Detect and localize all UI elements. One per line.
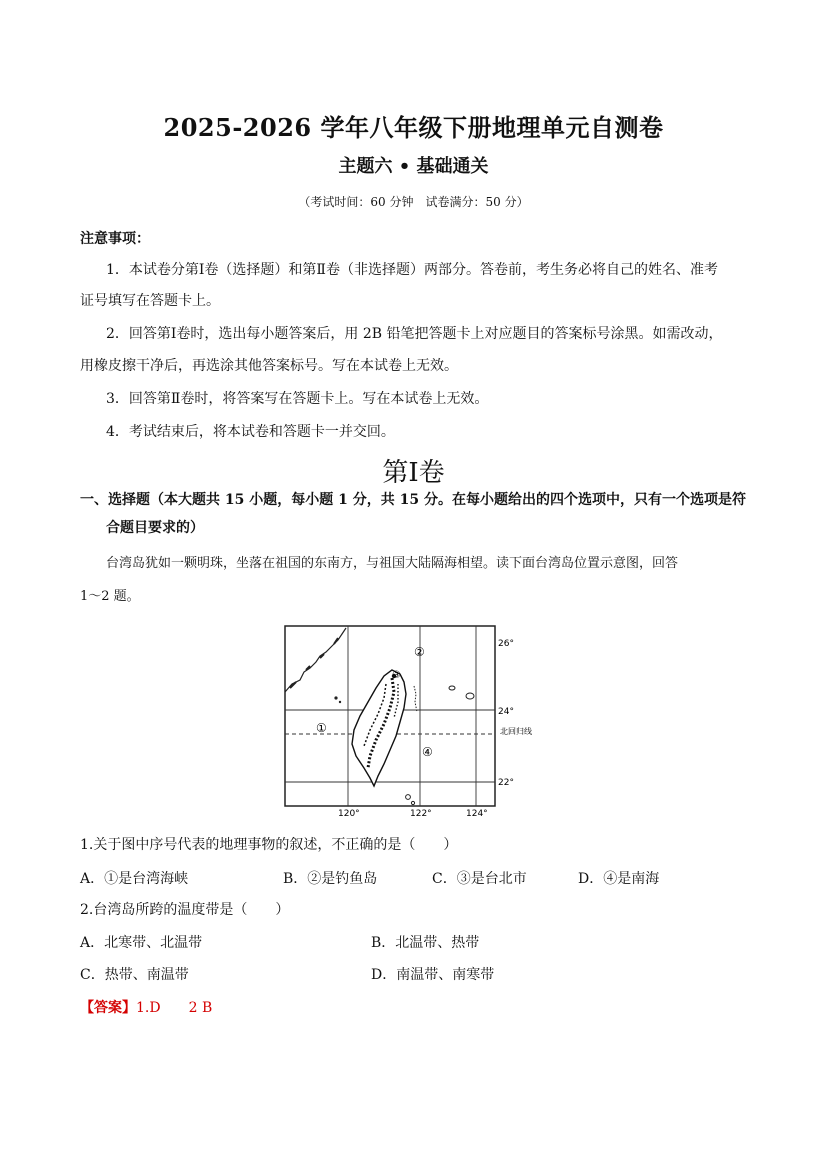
lat-label-24: 24° — [498, 707, 514, 717]
question-1-stem: 1.关于图中序号代表的地理事物的叙述，不正确的是（ ） — [80, 837, 458, 853]
question-2-option-c: C．热带、南温带 — [80, 967, 189, 983]
question-2-option-d: D．南温带、南寒带 — [371, 967, 495, 983]
notice-line-5: 3．回答第Ⅱ卷时，将答案写在答题卡上。写在本试卷上无效。 — [106, 391, 489, 407]
question-1-option-d: D．④是南海 — [578, 871, 660, 887]
page-subtitle: 主题六 • 基础通关 — [338, 156, 489, 177]
lat-label-26: 26° — [498, 639, 514, 649]
notice-line-4: 用橡皮擦干净后，再选涂其他答案标号。写在本试卷上无效。 — [80, 358, 458, 374]
exam-info: （考试时间：60 分钟 试卷满分：50 分） — [298, 195, 529, 209]
answer-value: 1.D 2 B — [136, 1000, 213, 1016]
marker-1: ① — [316, 721, 327, 735]
notice-line-6: 4．考试结束后，将本试卷和答题卡一并交回。 — [106, 424, 395, 440]
notice-line-1: 1．本试卷分第Ⅰ卷（选择题）和第Ⅱ卷（非选择题）两部分。答卷前，考生务必将自己的姓名、准考 — [106, 262, 718, 278]
island — [334, 696, 337, 699]
taiwan-location-map — [280, 622, 550, 818]
island — [339, 701, 341, 703]
question-2-option-a: A．北寒带、北温带 — [80, 935, 203, 951]
question-2-stem: 2.台湾岛所跨的温度带是（ ） — [80, 902, 290, 918]
tropic-label: 北回归线 — [500, 727, 532, 736]
intro-line-1: 台湾岛犹如一颗明珠，坐落在祖国的东南方，与祖国大陆隔海相望。读下面台湾岛位置示意图，回答 — [106, 556, 679, 571]
page-title: 2025-2026 学年八年级下册地理单元自测卷 — [163, 113, 664, 142]
part-heading-line-1: 一、选择题（本大题共 15 小题，每小题 1 分，共 15 分。在每小题给出的四个选项中，只有一个选项是符 — [80, 492, 746, 508]
marker-4: ④ — [422, 745, 433, 759]
marker-2: ② — [414, 645, 425, 659]
answer-tag: 【答案】 — [80, 1000, 136, 1016]
section-title: 第Ⅰ卷 — [382, 458, 445, 488]
marker-3: ③ — [392, 670, 401, 681]
intro-line-2: 1～2 题。 — [80, 589, 140, 604]
part-heading-line-2: 合题目要求的） — [106, 520, 204, 536]
notice-heading: 注意事项： — [80, 231, 150, 247]
answer-line — [80, 998, 212, 1018]
lon-label-124: 124° — [466, 809, 488, 818]
notice-line-2: 证号填写在答题卡上。 — [80, 293, 220, 309]
question-1-option-a: A．①是台湾海峡 — [80, 871, 189, 887]
question-2-option-b: B．北温带、热带 — [371, 935, 480, 951]
lon-label-122: 122° — [410, 809, 432, 818]
notice-line-3: 2．回答第Ⅰ卷时，选出每小题答案后，用 2B 铅笔把答题卡上对应题目的答案标号涂黑。如需改动， — [106, 326, 723, 342]
lat-label-22: 22° — [498, 778, 514, 788]
lon-label-120: 120° — [338, 809, 360, 818]
question-1-option-b: B．②是钓鱼岛 — [283, 871, 378, 887]
question-1-option-c: C．③是台北市 — [432, 871, 527, 887]
